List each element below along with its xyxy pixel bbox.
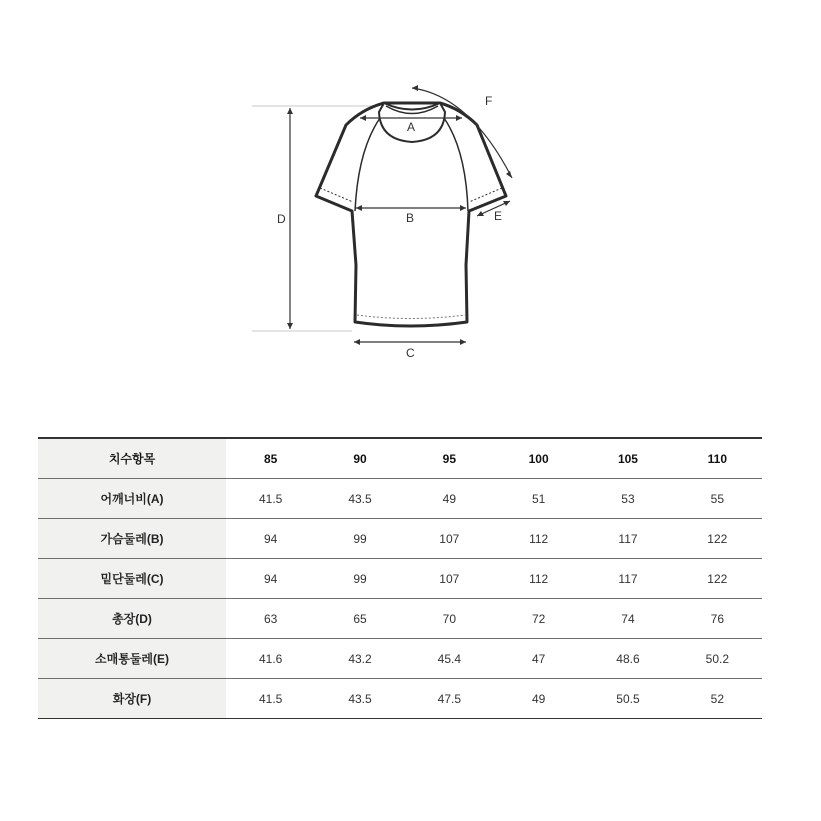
table-cell: 122 (673, 519, 762, 559)
table-cell: 43.5 (315, 679, 404, 719)
table-cell: 43.2 (315, 639, 404, 679)
table-cell: 47 (494, 639, 583, 679)
table-cell: 65 (315, 599, 404, 639)
table-cell: 49 (494, 679, 583, 719)
table-cell: 47.5 (405, 679, 494, 719)
table-row (38, 679, 762, 719)
table-cell: 99 (315, 559, 404, 599)
table-cell: 72 (494, 599, 583, 639)
table-row (38, 479, 762, 519)
row-label: 소매통둘레(E) (38, 639, 226, 679)
table-cell: 122 (673, 559, 762, 599)
size-chart-table (38, 437, 762, 719)
table-cell: 50.2 (673, 639, 762, 679)
size-header: 110 (673, 438, 762, 479)
table-row (38, 559, 762, 599)
table-row (38, 519, 762, 559)
label-a: A (407, 120, 416, 134)
table-cell: 107 (405, 559, 494, 599)
table-cell: 53 (583, 479, 672, 519)
table-cell: 45.4 (405, 639, 494, 679)
table-cell: 48.6 (583, 639, 672, 679)
table-cell: 70 (405, 599, 494, 639)
table-cell: 94 (226, 559, 315, 599)
size-header: 90 (315, 438, 404, 479)
size-header: 85 (226, 438, 315, 479)
table-cell: 41.5 (226, 679, 315, 719)
table-cell: 52 (673, 679, 762, 719)
row-label: 화장(F) (38, 679, 226, 719)
table-cell: 107 (405, 519, 494, 559)
table-cell: 112 (494, 559, 583, 599)
row-label: 가슴둘레(B) (38, 519, 226, 559)
label-b: B (406, 211, 415, 225)
table-cell: 76 (673, 599, 762, 639)
label-c: C (406, 346, 415, 360)
table-cell: 63 (226, 599, 315, 639)
table-row (38, 599, 762, 639)
table-cell: 41.6 (226, 639, 315, 679)
table-cell: 43.5 (315, 479, 404, 519)
table-header-row (38, 438, 762, 479)
row-label: 밑단둘레(C) (38, 559, 226, 599)
label-e: E (494, 209, 503, 223)
size-header: 105 (583, 438, 672, 479)
tshirt-measurement-diagram (0, 0, 821, 400)
table-row (38, 639, 762, 679)
row-label: 어깨너비(A) (38, 479, 226, 519)
table-cell: 112 (494, 519, 583, 559)
table-cell: 55 (673, 479, 762, 519)
table-cell: 50.5 (583, 679, 672, 719)
size-header: 95 (405, 438, 494, 479)
table-cell: 117 (583, 559, 672, 599)
label-d: D (277, 212, 286, 226)
table-cell: 117 (583, 519, 672, 559)
table-cell: 94 (226, 519, 315, 559)
row-label: 총장(D) (38, 599, 226, 639)
label-f: F (485, 94, 493, 108)
table-cell: 51 (494, 479, 583, 519)
table-cell: 41.5 (226, 479, 315, 519)
size-header: 100 (494, 438, 583, 479)
table-cell: 99 (315, 519, 404, 559)
header-label-cell: 치수항목 (38, 438, 226, 479)
table-cell: 49 (405, 479, 494, 519)
table-cell: 74 (583, 599, 672, 639)
